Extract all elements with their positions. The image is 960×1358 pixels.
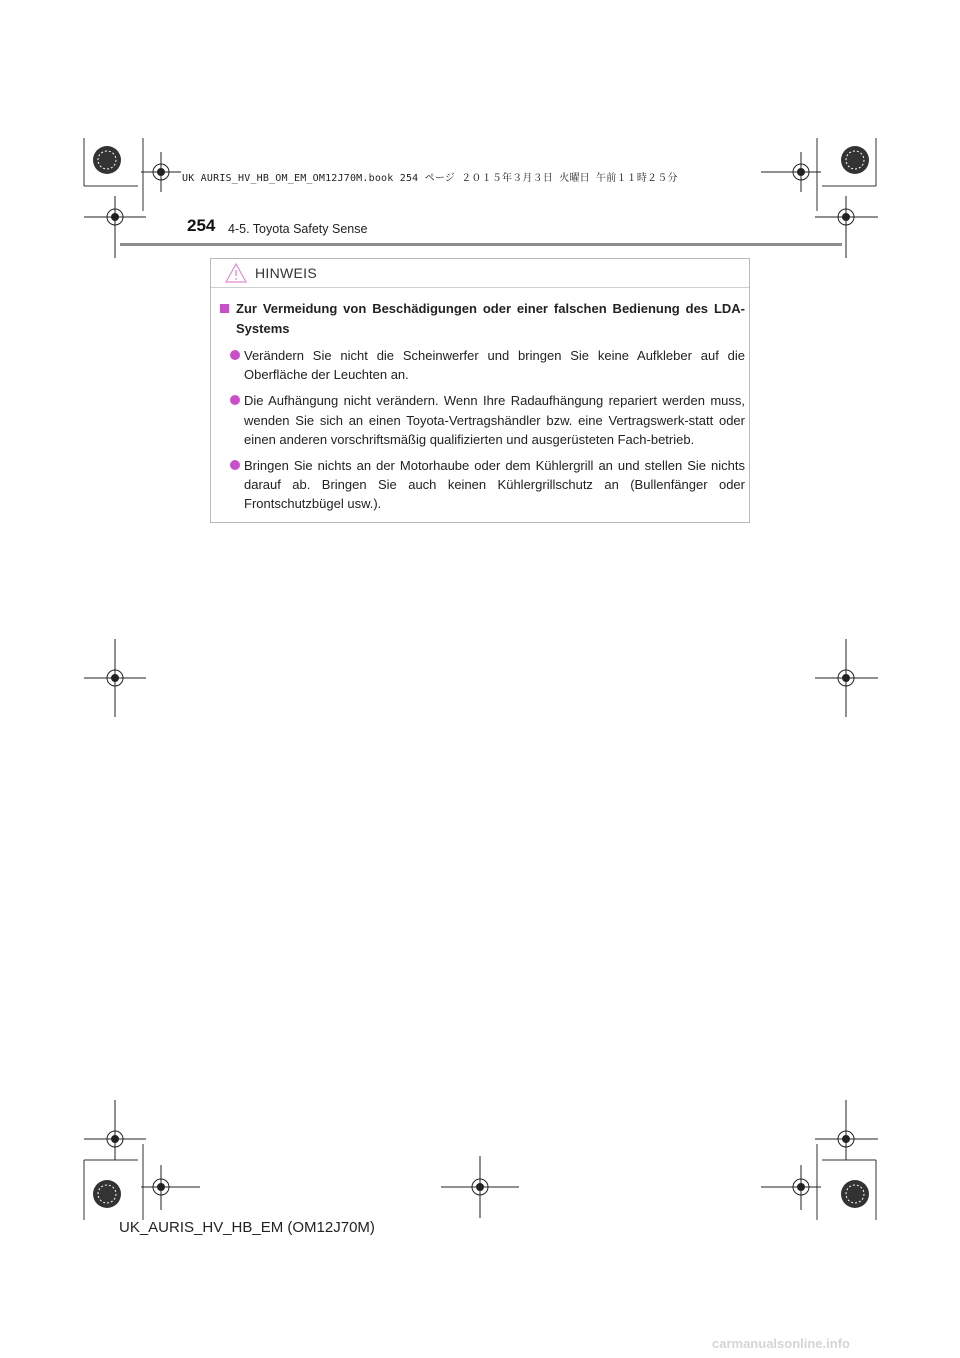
list-item [218,346,745,384]
corner-rosette-icon [841,1180,869,1208]
registration-crosshair-icon [815,196,878,258]
registration-crosshair-icon [441,1156,519,1218]
list-item-text: Verändern Sie nicht die Scheinwerfer und bringen Sie keine Aufkleber auf die Oberfläche der Leuchten an. [244,348,745,383]
registration-crosshair-icon [141,152,181,192]
notice-body [218,299,745,514]
section-title: 4-5. Toyota Safety Sense [228,222,368,236]
warning-triangle-icon [225,263,247,283]
dot-bullet-icon [230,460,240,470]
print-metadata-note: UK AURIS_HV_HB_OM_EM_OM12J70M.book 254 ページ ２０１５年３月３日 火曜日 午前１１時２５分 [182,173,678,184]
notice-header [211,259,749,288]
registration-crosshair-icon [815,1100,878,1160]
watermark: carmanualsonline.info [712,1336,850,1351]
page-number: 254 [187,216,216,235]
corner-rosette-icon [841,146,869,174]
registration-crosshair-icon [84,196,146,258]
notice-heading-text: Zur Vermeidung von Beschädigungen oder einer falschen Bedienung des LDA-Systems [236,301,745,336]
registration-crosshair-icon [815,639,878,717]
notice-box [210,258,750,523]
notice-label: HINWEIS [255,265,317,281]
notice-heading [218,299,745,339]
list-item [218,391,745,449]
registration-crosshair-icon [761,152,821,192]
list-item-text: Die Aufhängung nicht verändern. Wenn Ihre Radaufhängung repariert werden muss, wenden Sie sich an einen Toyota-Vertragshändler bzw. eine Vertragswerk-statt oder einen anderen vorschriftsmäßig qualifizierten und ausgerüsteten Fach-betrieb. [244,393,745,447]
registration-crosshair-icon [84,1100,146,1160]
square-bullet-icon [220,304,229,313]
header-rule [120,243,842,246]
dot-bullet-icon [230,350,240,360]
footer-document-code: UK_AURIS_HV_HB_EM (OM12J70M) [119,1219,375,1236]
list-item [218,456,745,514]
registration-crosshair-icon [84,639,146,717]
dot-bullet-icon [230,395,240,405]
list-item-text: Bringen Sie nichts an der Motorhaube oder dem Kühlergrill an und stellen Sie nichts darauf ab. Bringen Sie auch keinen Kühlergrillschutz an (Bullenfänger oder Frontschutzbügel usw.). [244,458,745,512]
corner-rosette-icon [93,146,121,174]
registration-crosshair-icon [761,1165,821,1210]
corner-rosette-icon [93,1180,121,1208]
registration-crosshair-icon [141,1165,200,1210]
